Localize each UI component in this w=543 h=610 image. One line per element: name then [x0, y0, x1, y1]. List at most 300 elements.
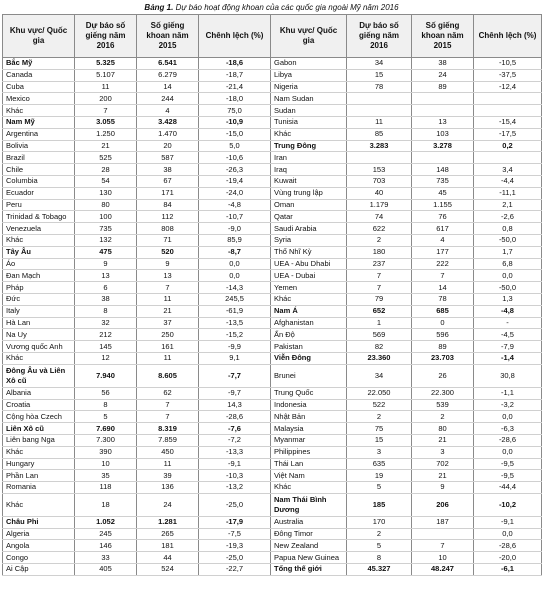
- right-forecast-2016-cell: 1.179: [347, 199, 412, 211]
- right-forecast-2016-cell: 3.283: [347, 140, 412, 152]
- left-country-cell: Congo: [3, 552, 75, 564]
- right-country-cell: Thái Lan: [271, 458, 347, 470]
- left-country-cell: Bolivia: [3, 140, 75, 152]
- left-wells-2015-cell: 11: [137, 293, 199, 305]
- table-row: [3, 258, 542, 270]
- left-change-percent-cell: -28,6: [199, 411, 271, 423]
- left-forecast-2016-cell: 145: [75, 341, 137, 353]
- left-change-percent-cell: -7,6: [199, 423, 271, 435]
- right-wells-2015-cell: 22.300: [412, 387, 474, 399]
- table-row: [3, 564, 542, 576]
- left-country-cell: Bắc Mỹ: [3, 58, 75, 70]
- left-forecast-2016-cell: 146: [75, 540, 137, 552]
- left-wells-2015-cell: 808: [137, 223, 199, 235]
- left-country-cell: Croatia: [3, 399, 75, 411]
- caption-label: Bảng 1.: [144, 3, 174, 12]
- table-row: [3, 434, 542, 446]
- left-forecast-2016-cell: 118: [75, 482, 137, 494]
- table-row: [3, 458, 542, 470]
- right-change-percent-cell: 0,0: [474, 446, 542, 458]
- table-row: [3, 69, 542, 81]
- right-wells-2015-cell: [412, 528, 474, 540]
- left-forecast-2016-cell: 7.940: [75, 364, 137, 387]
- left-change-percent-cell: 5,0: [199, 140, 271, 152]
- right-change-percent-cell: -1,4: [474, 352, 542, 364]
- table-row: [3, 305, 542, 317]
- left-change-percent-cell: -18,6: [199, 58, 271, 70]
- table-row: [3, 540, 542, 552]
- left-wells-2015-cell: 71: [137, 234, 199, 246]
- right-country-cell: Iran: [271, 152, 347, 164]
- right-change-percent-cell: -28,6: [474, 540, 542, 552]
- left-forecast-2016-cell: 9: [75, 258, 137, 270]
- right-forecast-2016-cell: 5: [347, 482, 412, 494]
- right-wells-2015-cell: 13: [412, 116, 474, 128]
- left-forecast-2016-cell: 28: [75, 164, 137, 176]
- right-change-percent-cell: 1,3: [474, 293, 542, 305]
- left-change-percent-cell: -9,0: [199, 223, 271, 235]
- left-forecast-2016-cell: 6: [75, 282, 137, 294]
- right-country-cell: Nigeria: [271, 81, 347, 93]
- table-row: [3, 152, 542, 164]
- right-wells-2015-cell: 26: [412, 364, 474, 387]
- left-wells-2015-cell: 7: [137, 411, 199, 423]
- right-forecast-2016-cell: 7: [347, 282, 412, 294]
- left-change-percent-cell: -14,3: [199, 282, 271, 294]
- left-forecast-2016-cell: 130: [75, 187, 137, 199]
- table-row: [3, 140, 542, 152]
- left-country-cell: Liên bang Nga: [3, 434, 75, 446]
- right-forecast-2016-cell: 180: [347, 246, 412, 258]
- right-forecast-2016-cell: 569: [347, 329, 412, 341]
- left-wells-2015-cell: 6.541: [137, 58, 199, 70]
- left-change-percent-cell: -19,4: [199, 175, 271, 187]
- left-forecast-2016-cell: 475: [75, 246, 137, 258]
- header-diff-left: Chênh lệch (%): [199, 15, 271, 58]
- right-country-cell: Trung Đông: [271, 140, 347, 152]
- right-change-percent-cell: [474, 152, 542, 164]
- right-country-cell: Pakistan: [271, 341, 347, 353]
- right-forecast-2016-cell: 15: [347, 69, 412, 81]
- right-wells-2015-cell: 222: [412, 258, 474, 270]
- left-change-percent-cell: 75,0: [199, 105, 271, 117]
- left-country-cell: Chile: [3, 164, 75, 176]
- right-country-cell: Malaysia: [271, 423, 347, 435]
- left-change-percent-cell: -25,0: [199, 552, 271, 564]
- right-change-percent-cell: -20,0: [474, 552, 542, 564]
- left-country-cell: Liên Xô cũ: [3, 423, 75, 435]
- right-wells-2015-cell: 45: [412, 187, 474, 199]
- right-forecast-2016-cell: 79: [347, 293, 412, 305]
- left-change-percent-cell: -17,9: [199, 516, 271, 528]
- table-row: [3, 446, 542, 458]
- left-country-cell: Khác: [3, 446, 75, 458]
- left-forecast-2016-cell: 3.055: [75, 116, 137, 128]
- right-change-percent-cell: -28,6: [474, 434, 542, 446]
- left-change-percent-cell: -10,6: [199, 152, 271, 164]
- left-country-cell: Cộng hòa Czech: [3, 411, 75, 423]
- right-country-cell: Yemen: [271, 282, 347, 294]
- left-change-percent-cell: -24,0: [199, 187, 271, 199]
- table-row: [3, 58, 542, 70]
- right-change-percent-cell: -4,5: [474, 329, 542, 341]
- right-forecast-2016-cell: 3: [347, 446, 412, 458]
- right-wells-2015-cell: 89: [412, 341, 474, 353]
- right-forecast-2016-cell: 2: [347, 528, 412, 540]
- left-forecast-2016-cell: 54: [75, 175, 137, 187]
- left-wells-2015-cell: 20: [137, 140, 199, 152]
- right-wells-2015-cell: 14: [412, 282, 474, 294]
- left-country-cell: Argentina: [3, 128, 75, 140]
- left-forecast-2016-cell: 10: [75, 458, 137, 470]
- right-wells-2015-cell: 23.703: [412, 352, 474, 364]
- right-change-percent-cell: 3,4: [474, 164, 542, 176]
- right-forecast-2016-cell: 7: [347, 270, 412, 282]
- left-country-cell: Pháp: [3, 282, 75, 294]
- left-country-cell: Vương quốc Anh: [3, 341, 75, 353]
- right-forecast-2016-cell: 522: [347, 399, 412, 411]
- left-country-cell: Đan Mạch: [3, 270, 75, 282]
- left-wells-2015-cell: 11: [137, 352, 199, 364]
- left-wells-2015-cell: 1.470: [137, 128, 199, 140]
- right-wells-2015-cell: 10: [412, 552, 474, 564]
- right-country-cell: Viễn Đông: [271, 352, 347, 364]
- left-wells-2015-cell: 38: [137, 164, 199, 176]
- right-country-cell: Saudi Arabia: [271, 223, 347, 235]
- left-forecast-2016-cell: 13: [75, 270, 137, 282]
- right-wells-2015-cell: 3: [412, 446, 474, 458]
- left-wells-2015-cell: 44: [137, 552, 199, 564]
- header-wells2015-right: Số giếng khoan năm 2015: [412, 15, 474, 58]
- table-row: [3, 234, 542, 246]
- right-forecast-2016-cell: 15: [347, 434, 412, 446]
- right-forecast-2016-cell: 82: [347, 341, 412, 353]
- left-change-percent-cell: 0,0: [199, 270, 271, 282]
- left-country-cell: Đức: [3, 293, 75, 305]
- left-change-percent-cell: 14,3: [199, 399, 271, 411]
- table-row: [3, 175, 542, 187]
- right-country-cell: Khác: [271, 128, 347, 140]
- right-country-cell: Việt Nam: [271, 470, 347, 482]
- left-wells-2015-cell: 520: [137, 246, 199, 258]
- left-wells-2015-cell: 39: [137, 470, 199, 482]
- table-body: [3, 58, 542, 576]
- right-change-percent-cell: 30,8: [474, 364, 542, 387]
- right-change-percent-cell: -11,1: [474, 187, 542, 199]
- right-wells-2015-cell: 148: [412, 164, 474, 176]
- left-wells-2015-cell: 7: [137, 399, 199, 411]
- left-forecast-2016-cell: 132: [75, 234, 137, 246]
- right-change-percent-cell: -1,1: [474, 387, 542, 399]
- right-wells-2015-cell: 24: [412, 69, 474, 81]
- table-row: [3, 423, 542, 435]
- right-wells-2015-cell: 539: [412, 399, 474, 411]
- right-change-percent-cell: [474, 105, 542, 117]
- right-change-percent-cell: 0,0: [474, 270, 542, 282]
- right-wells-2015-cell: 21: [412, 470, 474, 482]
- left-forecast-2016-cell: 8: [75, 305, 137, 317]
- right-country-cell: Sudan: [271, 105, 347, 117]
- right-country-cell: Iraq: [271, 164, 347, 176]
- right-forecast-2016-cell: 11: [347, 116, 412, 128]
- table-row: [3, 164, 542, 176]
- left-country-cell: Nam Mỹ: [3, 116, 75, 128]
- header-region-left: Khu vực/ Quốc gia: [3, 15, 75, 58]
- left-change-percent-cell: -8,7: [199, 246, 271, 258]
- right-forecast-2016-cell: 237: [347, 258, 412, 270]
- table-row: [3, 387, 542, 399]
- table-row: [3, 116, 542, 128]
- left-wells-2015-cell: 8.605: [137, 364, 199, 387]
- right-wells-2015-cell: 89: [412, 81, 474, 93]
- right-wells-2015-cell: 206: [412, 493, 474, 516]
- table-row: [3, 223, 542, 235]
- header-forecast-left: Dự báo số giếng năm 2016: [75, 15, 137, 58]
- right-wells-2015-cell: 21: [412, 434, 474, 446]
- table-row: [3, 341, 542, 353]
- table-row: [3, 399, 542, 411]
- right-forecast-2016-cell: 34: [347, 58, 412, 70]
- table-row: [3, 93, 542, 105]
- header-forecast-right: Dự báo số giếng năm 2016: [347, 15, 412, 58]
- left-change-percent-cell: -18,0: [199, 93, 271, 105]
- right-change-percent-cell: -4,4: [474, 175, 542, 187]
- header-wells2015-left: Số giếng khoan năm 2015: [137, 15, 199, 58]
- left-change-percent-cell: 0,0: [199, 258, 271, 270]
- right-country-cell: Tổng thế giới: [271, 564, 347, 576]
- left-wells-2015-cell: 4: [137, 105, 199, 117]
- left-change-percent-cell: -18,7: [199, 69, 271, 81]
- right-change-percent-cell: -: [474, 317, 542, 329]
- left-country-cell: Algeria: [3, 528, 75, 540]
- table-row: [3, 199, 542, 211]
- right-country-cell: Papua New Guinea: [271, 552, 347, 564]
- left-wells-2015-cell: 24: [137, 493, 199, 516]
- left-country-cell: Khác: [3, 234, 75, 246]
- left-wells-2015-cell: 112: [137, 211, 199, 223]
- right-change-percent-cell: -6,3: [474, 423, 542, 435]
- right-change-percent-cell: -6,1: [474, 564, 542, 576]
- left-wells-2015-cell: 587: [137, 152, 199, 164]
- right-change-percent-cell: -37,5: [474, 69, 542, 81]
- left-wells-2015-cell: 450: [137, 446, 199, 458]
- right-wells-2015-cell: 1.155: [412, 199, 474, 211]
- left-change-percent-cell: 85,9: [199, 234, 271, 246]
- left-country-cell: Tây Âu: [3, 246, 75, 258]
- right-change-percent-cell: -9,5: [474, 458, 542, 470]
- left-change-percent-cell: -13,2: [199, 482, 271, 494]
- left-forecast-2016-cell: 80: [75, 199, 137, 211]
- right-country-cell: Tunisia: [271, 116, 347, 128]
- table-row: [3, 282, 542, 294]
- table-row: [3, 128, 542, 140]
- table-row: [3, 293, 542, 305]
- left-wells-2015-cell: 1.281: [137, 516, 199, 528]
- right-forecast-2016-cell: 703: [347, 175, 412, 187]
- left-wells-2015-cell: 21: [137, 305, 199, 317]
- header-row: [3, 15, 542, 58]
- left-forecast-2016-cell: 7: [75, 105, 137, 117]
- right-wells-2015-cell: 3.278: [412, 140, 474, 152]
- left-change-percent-cell: -26,3: [199, 164, 271, 176]
- left-wells-2015-cell: 13: [137, 270, 199, 282]
- left-country-cell: Khác: [3, 493, 75, 516]
- right-forecast-2016-cell: [347, 152, 412, 164]
- table-row: [3, 411, 542, 423]
- table-row: [3, 187, 542, 199]
- table-row: [3, 352, 542, 364]
- right-country-cell: Nam Sudan: [271, 93, 347, 105]
- left-country-cell: Canada: [3, 69, 75, 81]
- right-country-cell: Qatar: [271, 211, 347, 223]
- right-forecast-2016-cell: 635: [347, 458, 412, 470]
- left-change-percent-cell: -10,9: [199, 116, 271, 128]
- right-wells-2015-cell: 7: [412, 270, 474, 282]
- left-forecast-2016-cell: 33: [75, 552, 137, 564]
- left-wells-2015-cell: 67: [137, 175, 199, 187]
- table-row: [3, 493, 542, 516]
- left-country-cell: Romania: [3, 482, 75, 494]
- left-country-cell: Áo: [3, 258, 75, 270]
- right-forecast-2016-cell: 74: [347, 211, 412, 223]
- left-wells-2015-cell: 171: [137, 187, 199, 199]
- right-change-percent-cell: -10,5: [474, 58, 542, 70]
- left-country-cell: Hà Lan: [3, 317, 75, 329]
- left-change-percent-cell: -13,3: [199, 446, 271, 458]
- right-wells-2015-cell: 9: [412, 482, 474, 494]
- right-country-cell: Thổ Nhĩ Kỳ: [271, 246, 347, 258]
- right-wells-2015-cell: 735: [412, 175, 474, 187]
- left-forecast-2016-cell: 35: [75, 470, 137, 482]
- table-row: [3, 470, 542, 482]
- right-wells-2015-cell: 702: [412, 458, 474, 470]
- left-wells-2015-cell: 62: [137, 387, 199, 399]
- table-row: [3, 246, 542, 258]
- left-country-cell: Hungary: [3, 458, 75, 470]
- left-change-percent-cell: 245,5: [199, 293, 271, 305]
- right-country-cell: UEA - Dubai: [271, 270, 347, 282]
- left-change-percent-cell: -7,5: [199, 528, 271, 540]
- left-country-cell: Phần Lan: [3, 470, 75, 482]
- right-wells-2015-cell: 177: [412, 246, 474, 258]
- right-forecast-2016-cell: 75: [347, 423, 412, 435]
- right-change-percent-cell: 0,8: [474, 223, 542, 235]
- left-forecast-2016-cell: 1.250: [75, 128, 137, 140]
- right-wells-2015-cell: 2: [412, 411, 474, 423]
- right-wells-2015-cell: 80: [412, 423, 474, 435]
- left-country-cell: Columbia: [3, 175, 75, 187]
- right-forecast-2016-cell: 40: [347, 187, 412, 199]
- right-change-percent-cell: -10,2: [474, 493, 542, 516]
- table-row: [3, 81, 542, 93]
- left-forecast-2016-cell: 1.052: [75, 516, 137, 528]
- right-country-cell: Kuwait: [271, 175, 347, 187]
- table-caption: [0, 1, 543, 14]
- table-row: [3, 270, 542, 282]
- right-wells-2015-cell: 685: [412, 305, 474, 317]
- table-row: [3, 528, 542, 540]
- left-country-cell: Na Uy: [3, 329, 75, 341]
- left-forecast-2016-cell: 212: [75, 329, 137, 341]
- left-forecast-2016-cell: 11: [75, 81, 137, 93]
- left-wells-2015-cell: 3.428: [137, 116, 199, 128]
- right-forecast-2016-cell: 2: [347, 234, 412, 246]
- left-wells-2015-cell: 11: [137, 458, 199, 470]
- right-forecast-2016-cell: 85: [347, 128, 412, 140]
- right-change-percent-cell: -50,0: [474, 234, 542, 246]
- left-forecast-2016-cell: 21: [75, 140, 137, 152]
- right-country-cell: Gabon: [271, 58, 347, 70]
- right-change-percent-cell: 0,0: [474, 411, 542, 423]
- left-forecast-2016-cell: 525: [75, 152, 137, 164]
- right-change-percent-cell: -7,9: [474, 341, 542, 353]
- left-country-cell: Italy: [3, 305, 75, 317]
- right-forecast-2016-cell: 45.327: [347, 564, 412, 576]
- left-change-percent-cell: -15,0: [199, 128, 271, 140]
- right-forecast-2016-cell: 2: [347, 411, 412, 423]
- right-change-percent-cell: 0,0: [474, 528, 542, 540]
- left-forecast-2016-cell: 405: [75, 564, 137, 576]
- left-change-percent-cell: -25,0: [199, 493, 271, 516]
- right-change-percent-cell: -44,4: [474, 482, 542, 494]
- left-country-cell: Trinidad & Tobago: [3, 211, 75, 223]
- right-country-cell: Vùng trung lập: [271, 187, 347, 199]
- table-row: [3, 552, 542, 564]
- right-wells-2015-cell: 187: [412, 516, 474, 528]
- left-country-cell: Albania: [3, 387, 75, 399]
- right-wells-2015-cell: 7: [412, 540, 474, 552]
- left-wells-2015-cell: 181: [137, 540, 199, 552]
- left-country-cell: Khác: [3, 105, 75, 117]
- right-wells-2015-cell: 4: [412, 234, 474, 246]
- left-wells-2015-cell: 7.859: [137, 434, 199, 446]
- left-forecast-2016-cell: 245: [75, 528, 137, 540]
- left-wells-2015-cell: 6.279: [137, 69, 199, 81]
- left-change-percent-cell: -10,7: [199, 211, 271, 223]
- left-wells-2015-cell: 7: [137, 282, 199, 294]
- left-wells-2015-cell: 161: [137, 341, 199, 353]
- left-change-percent-cell: -61,9: [199, 305, 271, 317]
- table-row: [3, 211, 542, 223]
- left-country-cell: Angola: [3, 540, 75, 552]
- right-wells-2015-cell: 78: [412, 293, 474, 305]
- right-country-cell: Brunei: [271, 364, 347, 387]
- right-country-cell: Ấn Độ: [271, 329, 347, 341]
- right-country-cell: New Zealand: [271, 540, 347, 552]
- right-wells-2015-cell: 0: [412, 317, 474, 329]
- right-wells-2015-cell: [412, 93, 474, 105]
- right-forecast-2016-cell: 652: [347, 305, 412, 317]
- right-change-percent-cell: -12,4: [474, 81, 542, 93]
- right-wells-2015-cell: 48.247: [412, 564, 474, 576]
- left-wells-2015-cell: 37: [137, 317, 199, 329]
- right-country-cell: Myanmar: [271, 434, 347, 446]
- right-country-cell: Indonesia: [271, 399, 347, 411]
- right-change-percent-cell: -3,2: [474, 399, 542, 411]
- table-row: [3, 317, 542, 329]
- right-forecast-2016-cell: 19: [347, 470, 412, 482]
- right-change-percent-cell: -2,6: [474, 211, 542, 223]
- caption-text: Dự báo hoạt động khoan của các quốc gia ngoài Mỹ năm 2016: [175, 3, 399, 12]
- header-region-right: Khu vực/ Quốc gia: [271, 15, 347, 58]
- right-change-percent-cell: -9,1: [474, 516, 542, 528]
- left-wells-2015-cell: 8.319: [137, 423, 199, 435]
- left-country-cell: Châu Phi: [3, 516, 75, 528]
- right-country-cell: Syria: [271, 234, 347, 246]
- left-change-percent-cell: -19,3: [199, 540, 271, 552]
- left-country-cell: Peru: [3, 199, 75, 211]
- right-country-cell: Afghanistan: [271, 317, 347, 329]
